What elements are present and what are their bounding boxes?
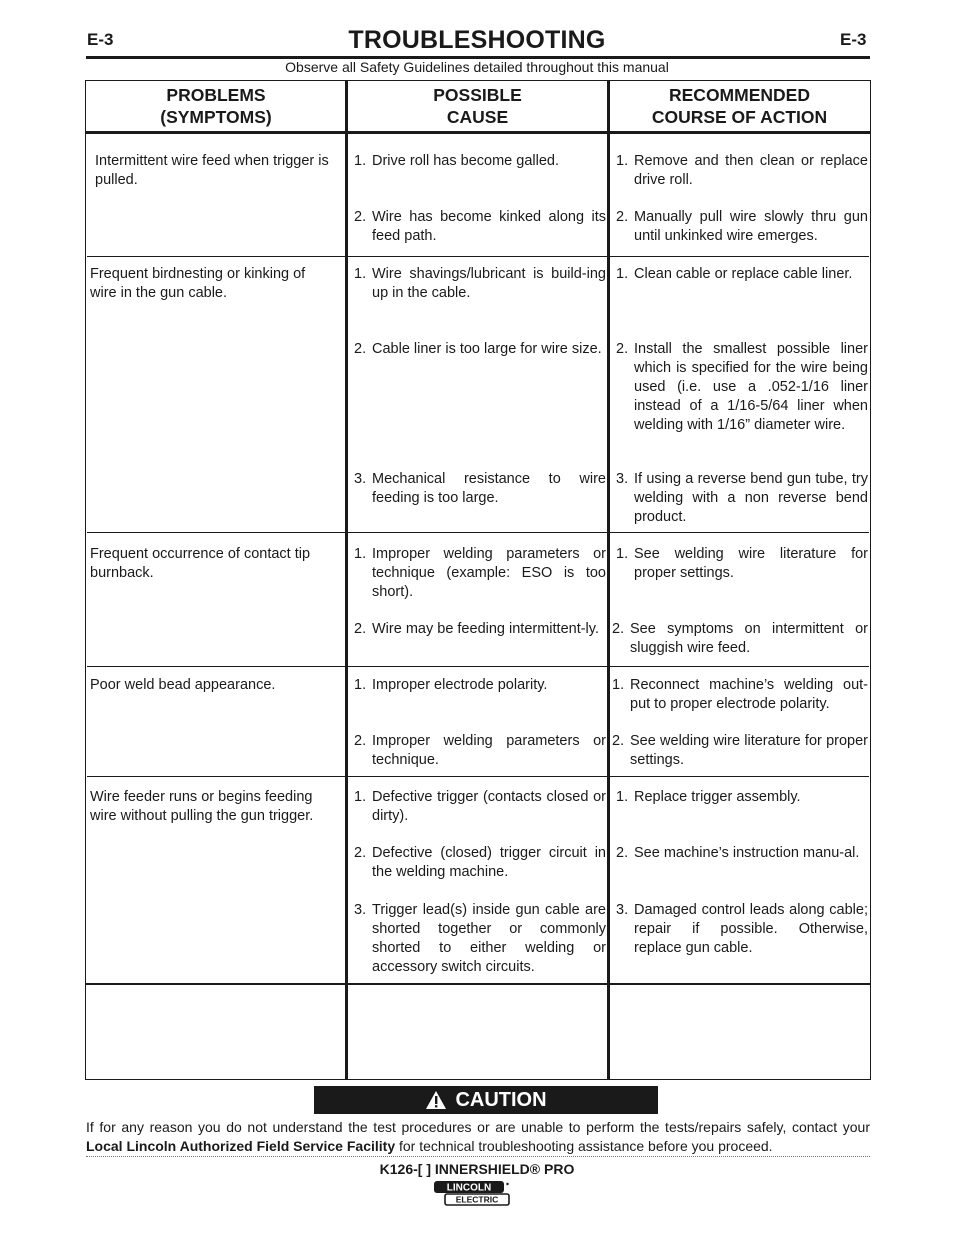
cause-item: 2. Improper welding parameters or technique. [354, 733, 606, 768]
column-header-problems: PROBLEMS (SYMPTOMS) [160, 85, 272, 127]
cause-item: 1. Improper electrode polarity. [354, 677, 548, 693]
table-row-symptom: Frequent occurrence of contact tip burnback. [90, 546, 311, 581]
warning-triangle-icon [425, 1090, 447, 1110]
action-item: 1. Remove and then clean or replace drive roll. [616, 153, 868, 188]
table-row-symptom: Poor weld bead appearance. [90, 677, 276, 693]
svg-text:LINCOLN: LINCOLN [446, 1182, 492, 1194]
row-divider [87, 666, 869, 667]
action-item: 3. Damaged control leads along cable; repair if possible. Otherwise, replace gun cable. [616, 902, 868, 956]
table-row-symptom: Frequent birdnesting or kinking of wire in the gun cable. [90, 266, 306, 301]
action-item: 1. Reconnect machine’s welding out-put to proper electrode polarity. [612, 677, 868, 712]
table-row-symptom: Intermittent wire feed when trigger is pulled. [95, 153, 329, 188]
cause-item: 2. Wire may be feeding intermittent-ly. [354, 621, 599, 637]
page-number-left: E-3 [87, 30, 114, 49]
page-subtitle: Observe all Safety Guidelines detailed throughout this manual [285, 59, 669, 75]
footer-model: K126-[ ] INNERSHIELD® PRO [379, 1161, 575, 1177]
svg-text:ELECTRIC: ELECTRIC [455, 1194, 499, 1205]
cause-item: 3. Mechanical resistance to wire feeding is too large. [354, 471, 606, 506]
footer-rule [86, 1156, 870, 1157]
row-divider [87, 256, 869, 257]
table-row-symptom: Wire feeder runs or begins feeding wire without pulling the gun trigger. [90, 789, 314, 824]
action-item: 2. Install the smallest possible liner which is specified for the wire being used (i.e. use a .052-1/16 liner instead of a 1/16-5/64 liner when welding with 1/16” diameter wire. [616, 341, 868, 433]
page-title: TROUBLESHOOTING [348, 26, 606, 54]
row-divider [85, 983, 871, 985]
cause-item: 2. Defective (closed) trigger circuit in the welding machine. [354, 845, 606, 880]
caution-label: CAUTION [455, 1088, 547, 1111]
column-header-action: RECOMMENDED COURSE OF ACTION [651, 85, 828, 127]
action-item: 2. See machine’s instruction manu-al. [616, 845, 860, 861]
service-facility-name: Local Lincoln Authorized Field Service Facility [86, 1138, 396, 1154]
action-item: 2. See symptoms on intermittent or sluggish wire feed. [612, 621, 868, 656]
cause-item: 3. Trigger lead(s) inside gun cable are shorted together or commonly shorted to either welding or accessory switch circuits. [354, 902, 606, 975]
row-divider [87, 532, 869, 533]
action-item: 2. See welding wire literature for proper settings. [612, 733, 868, 768]
cause-item: 1. Improper welding parameters or technique (example: ESO is too short). [354, 546, 606, 600]
column-header-cause: POSSIBLE CAUSE [433, 85, 522, 127]
column-divider [345, 80, 348, 1080]
row-divider [87, 776, 869, 777]
caution-banner [314, 1086, 658, 1114]
column-divider [607, 80, 610, 1080]
action-item: 1. Clean cable or replace cable liner. [616, 266, 853, 282]
action-item: 3. If using a reverse bend gun tube, try welding with a non reverse bend product. [616, 471, 868, 525]
action-item: 1. See welding wire literature for proper settings. [616, 546, 868, 581]
cause-item: 1. Drive roll has become galled. [354, 153, 559, 169]
cause-item: 2. Cable liner is too large for wire size. [354, 341, 602, 357]
cause-item: 1. Defective trigger (contacts closed or dirty). [354, 789, 606, 824]
caution-text: If for any reason you do not understand the test procedures or are unable to perform the tests/repairs safely, contact your Local Lincoln Authorized Field Service Facility for technical troubleshooting assistance before you proceed. [86, 1119, 870, 1154]
lincoln-electric-logo [433, 1180, 511, 1206]
action-item: 2. Manually pull wire slowly thru gun until unkinked wire emerges. [616, 209, 868, 244]
action-item: 1. Replace trigger assembly. [616, 789, 801, 805]
cause-item: 2. Wire has become kinked along its feed path. [354, 209, 606, 244]
cause-item: 1. Wire shavings/lubricant is build-ing up in the cable. [354, 266, 606, 301]
page-number-right: E-3 [840, 30, 867, 49]
